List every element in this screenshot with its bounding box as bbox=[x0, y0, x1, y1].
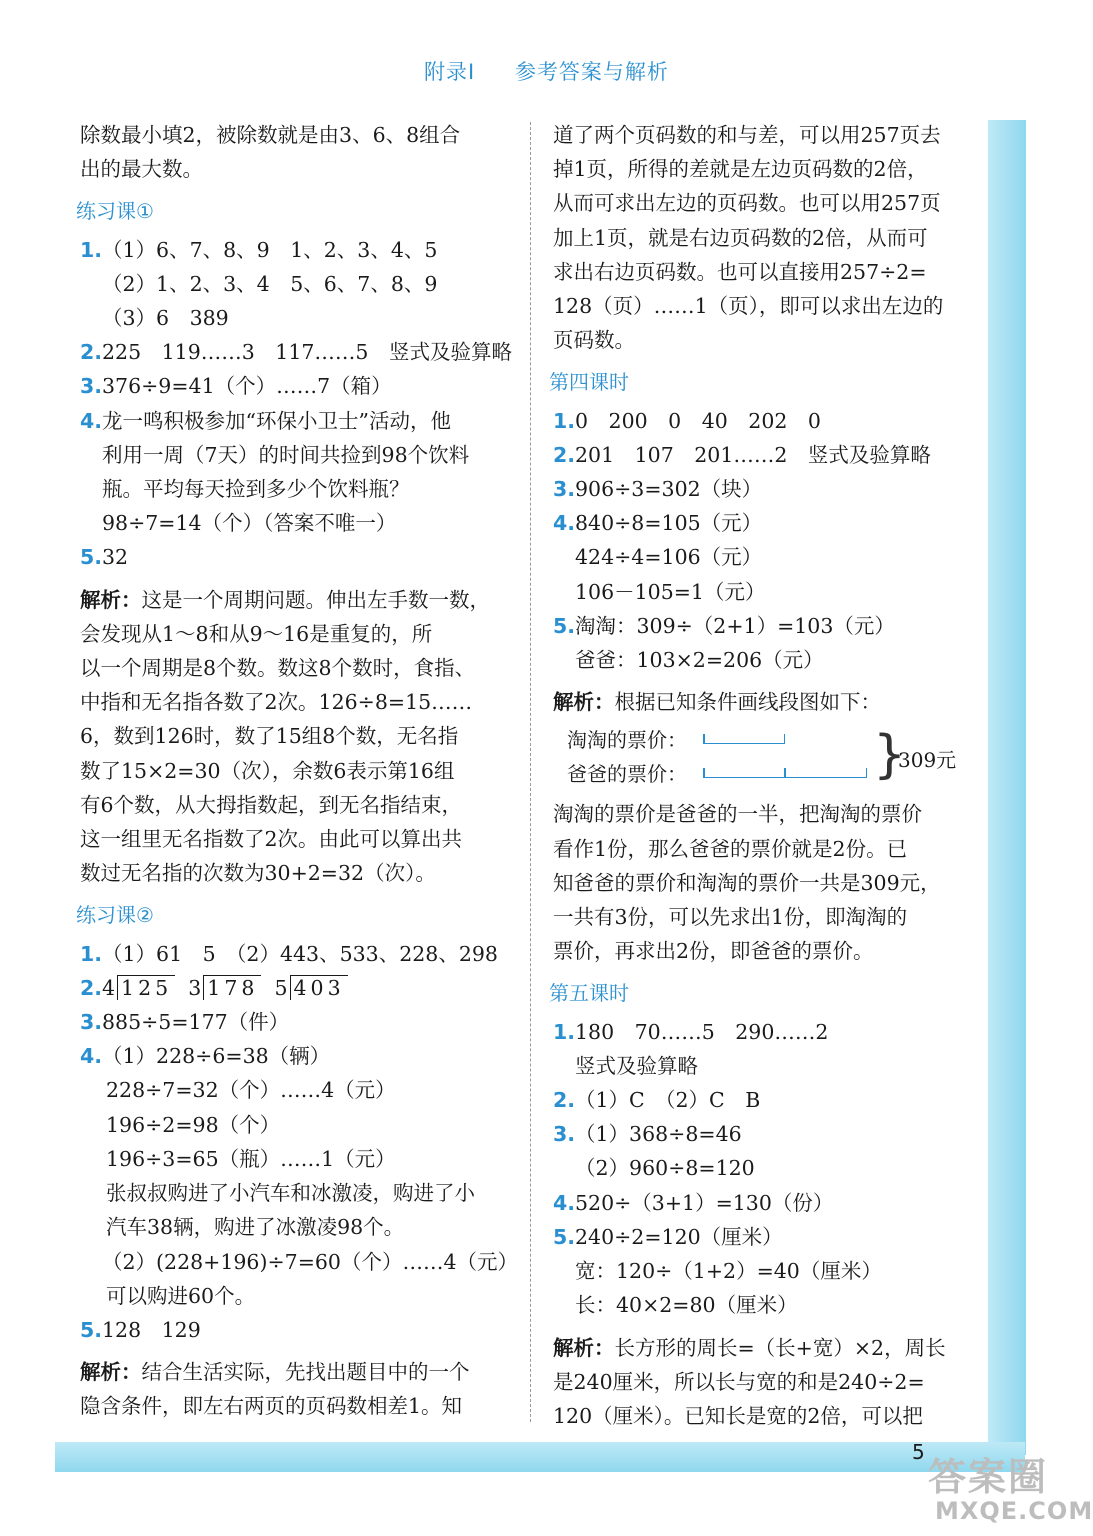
answer-item: 5.32 bbox=[80, 540, 512, 574]
text-line: 看作1份，那么爸爸的票价就是2份。已 bbox=[553, 836, 908, 861]
text-line: 这一组里无名指数了2次。由此可以算出共 bbox=[80, 827, 463, 852]
long-division: 125 bbox=[117, 975, 175, 1000]
text-line: 淘淘的票价是爸爸的一半，把淘淘的票价 bbox=[553, 802, 922, 827]
answer-item: 4.龙一鸣积极参加“环保小卫士”活动，他 bbox=[80, 404, 512, 438]
text-line: 出的最大数。 bbox=[80, 157, 203, 182]
appendix-label: 附录Ⅰ bbox=[424, 60, 476, 84]
text-line: 掉1页，所得的差就是左边页码数的2倍， bbox=[553, 157, 928, 182]
text-line: 隐含条件，即左右两页的页码数相差1。知 bbox=[80, 1394, 463, 1419]
segment-diagram bbox=[553, 723, 979, 795]
answer-item: 1.（1）61 5 （2）443、533、228、298 bbox=[80, 941, 498, 966]
analysis-label: 解析： bbox=[80, 587, 142, 612]
watermark-logo: 答案圈 bbox=[928, 1455, 1049, 1499]
answer-item: 4.520÷（3+1）=130（份） bbox=[553, 1190, 834, 1215]
text-line: 120（厘米）。已知长是宽的2倍，可以把 bbox=[553, 1403, 923, 1428]
text-line: 知爸爸的票价和淘淘的票价一共是309元， bbox=[553, 870, 941, 895]
analysis-label: 解析： bbox=[553, 1335, 615, 1360]
diagram-total: 309元 bbox=[898, 748, 957, 773]
section-title-lesson-4: 第四课时 bbox=[549, 370, 629, 395]
answer-line: 106－105=1（元） bbox=[575, 579, 766, 604]
answer-line: 瓶。平均每天捡到多少个饮料瓶？ bbox=[102, 477, 410, 502]
text-line: 中指和无名指各数了2次。126÷8=15…… bbox=[80, 690, 473, 715]
answer-line: 228÷7=32（个）……4（元） bbox=[106, 1078, 396, 1103]
answer-item: 1.（1）6、7、8、9 1、2、3、4、5 bbox=[80, 233, 512, 267]
taotao-segment bbox=[703, 733, 785, 744]
column-divider bbox=[530, 122, 531, 1422]
item-number: 3. bbox=[80, 374, 103, 399]
diagram-label-father: 爸爸的票价： bbox=[567, 762, 687, 787]
answer-item: 4.840÷8=105（元） bbox=[553, 511, 763, 536]
answer-line: 汽车38辆，购进了冰激凌98个。 bbox=[106, 1215, 405, 1240]
analysis-block-2: 解析：结合生活实际，先找出题目中的一个 隐含条件，即左右两页的页码数相差1。知 bbox=[80, 1355, 512, 1423]
text-line: 有6个数，从大拇指数起，到无名指结束， bbox=[80, 792, 463, 817]
analysis-block-4: 解析：根据已知条件画线段图如下： bbox=[553, 690, 881, 715]
answer-line: 竖式及验算略 bbox=[575, 1053, 698, 1078]
answer-item: 4.（1）228÷6=38（辆） bbox=[80, 1044, 331, 1069]
answer-line: 196÷3=65（瓶）……1（元） bbox=[106, 1146, 396, 1171]
analysis-label: 解析： bbox=[80, 1360, 142, 1385]
item-number: 2. bbox=[80, 340, 103, 365]
answer-item: 3.376÷9=41（个）……7（箱） bbox=[80, 369, 512, 403]
text-line: 票价，再求出2份，即爸爸的票价。 bbox=[553, 939, 874, 964]
answer-item: 5.128 129 bbox=[80, 1317, 201, 1342]
answer-item: 3.（1）368÷8=46 bbox=[553, 1122, 742, 1147]
answer-line: 98÷7=14（个）（答案不唯一） bbox=[102, 511, 397, 536]
answer-line: （2）960÷8=120 bbox=[575, 1156, 755, 1181]
text-line: 道了两个页码数的和与差，可以用257页去 bbox=[553, 123, 941, 147]
text-line: 是240厘米，所以长与宽的和是240÷2= bbox=[553, 1369, 925, 1394]
answer-item: 3.906÷3=302（块） bbox=[553, 477, 763, 502]
analysis-block-5: 解析：长方形的周长=（长+宽）×2，周长 是240厘米，所以长与宽的和是240÷2= 120（厘米）。已知长是宽的2倍，可以把 bbox=[553, 1331, 979, 1434]
right-column bbox=[549, 118, 979, 1433]
analysis-block-1: 解析：这是一个周期问题。伸出左手数一数， 会发现从1～8和从9～16是重复的，所 以一个周期是8个数。数这8个数时，食指、 中指和无名指各数了2次。126÷8=15…… 6，数到126时，数了15组8个数，无名指 数了15×2=30（次），余数6表示第16组 有6个数，从大拇指数起，到无名指结束， 这一组里无名指数了2次。由此可以算出共 数过无名指的次数为30+2=32（次）。 bbox=[80, 583, 512, 891]
long-division: 403 bbox=[290, 975, 348, 1000]
text-line: 以一个周期是8个数。数这8个数时，食指、 bbox=[80, 656, 476, 681]
answer-line: 张叔叔购进了小汽车和冰激凌，购进了小 bbox=[106, 1181, 475, 1206]
item-number: 1. bbox=[80, 237, 103, 262]
text-line: 6，数到126时，数了15组8个数，无名指 bbox=[80, 724, 459, 749]
text-line: 求出右边页码数。也可以直接用257÷2= bbox=[553, 259, 927, 284]
answer-item: 1.180 70……5 290……2 bbox=[553, 1019, 829, 1044]
answer-line: （3）6 389 bbox=[102, 306, 229, 331]
answer-line: （2）(228+196)÷7=60（个）……4（元） bbox=[102, 1249, 518, 1274]
item-number: 4. bbox=[80, 408, 103, 433]
text-line: 会发现从1～8和从9～16是重复的，所 bbox=[80, 621, 433, 646]
answer-line: 爸爸：103×2=206（元） bbox=[575, 648, 824, 673]
brace-icon: } bbox=[873, 725, 907, 786]
text-line: 128（页）……1（页），即可以求出左边的 bbox=[553, 294, 944, 319]
diagram-label-taotao: 淘淘的票价： bbox=[567, 728, 687, 753]
answer-item: 1.0 200 0 40 202 0 bbox=[553, 408, 821, 433]
answer-line: 196÷2=98（个） bbox=[106, 1112, 281, 1137]
section-title-practice-1: 练习课① bbox=[76, 199, 154, 224]
answer-line: 424÷4=106（元） bbox=[575, 545, 763, 570]
header-title: 参考答案与解析 bbox=[514, 60, 669, 84]
answer-line: （2）1、2、3、4 5、6、7、8、9 bbox=[102, 271, 438, 296]
decorative-bottom-band bbox=[55, 1442, 1025, 1472]
text-line: 从而可求出左边的页码数。也可以用257页 bbox=[553, 191, 941, 216]
answer-item: 2.225 119……3 117……5 竖式及验算略 bbox=[80, 335, 512, 369]
text-line: 数了15×2=30（次），余数6表示第16组 bbox=[80, 758, 455, 783]
answer-item: 5.240÷2=120（厘米） bbox=[553, 1224, 783, 1249]
page-header bbox=[0, 56, 1093, 86]
answer-line: 宽：120÷（1+2）=40（厘米） bbox=[575, 1259, 882, 1284]
text-line: 数过无名指的次数为30+2=32（次）。 bbox=[80, 861, 436, 886]
text-line: 除数最小填2，被除数就是由3、6、8组合 bbox=[80, 123, 461, 147]
answer-item: 3.885÷5=177（件） bbox=[80, 1010, 290, 1035]
decorative-side-band bbox=[988, 120, 1026, 1455]
text-line: 一共有3份，可以先求出1份，即淘淘的 bbox=[553, 905, 908, 930]
section-title-practice-2: 练习课② bbox=[76, 903, 154, 928]
answer-line: 利用一周（7天）的时间共捡到98个饮料 bbox=[102, 442, 470, 467]
answer-item-long-division: 2.4 125 3 178 5 403 bbox=[80, 971, 512, 1005]
section-title-lesson-5: 第五课时 bbox=[549, 981, 629, 1006]
answer-line: 长：40×2=80（厘米） bbox=[575, 1293, 798, 1318]
answer-item: 5.淘淘：309÷（2+1）=103（元） bbox=[553, 613, 895, 638]
long-division: 178 bbox=[203, 975, 261, 1000]
answer-item: 2.（1）C （2）C B bbox=[553, 1088, 761, 1113]
answer-line: 可以购进60个。 bbox=[106, 1283, 256, 1308]
item-number: 5. bbox=[80, 545, 103, 570]
answer-item: 2.201 107 201……2 竖式及验算略 bbox=[553, 442, 931, 467]
text-line: 加上1页，就是右边页码数的2倍，从而可 bbox=[553, 225, 928, 250]
segment-tick bbox=[784, 768, 786, 778]
watermark-url: MXQE.COM bbox=[935, 1497, 1093, 1525]
page-number: 5 bbox=[912, 1440, 925, 1464]
left-column bbox=[76, 118, 518, 1424]
text-line: 页码数。 bbox=[553, 328, 635, 353]
analysis-label: 解析： bbox=[553, 690, 615, 715]
